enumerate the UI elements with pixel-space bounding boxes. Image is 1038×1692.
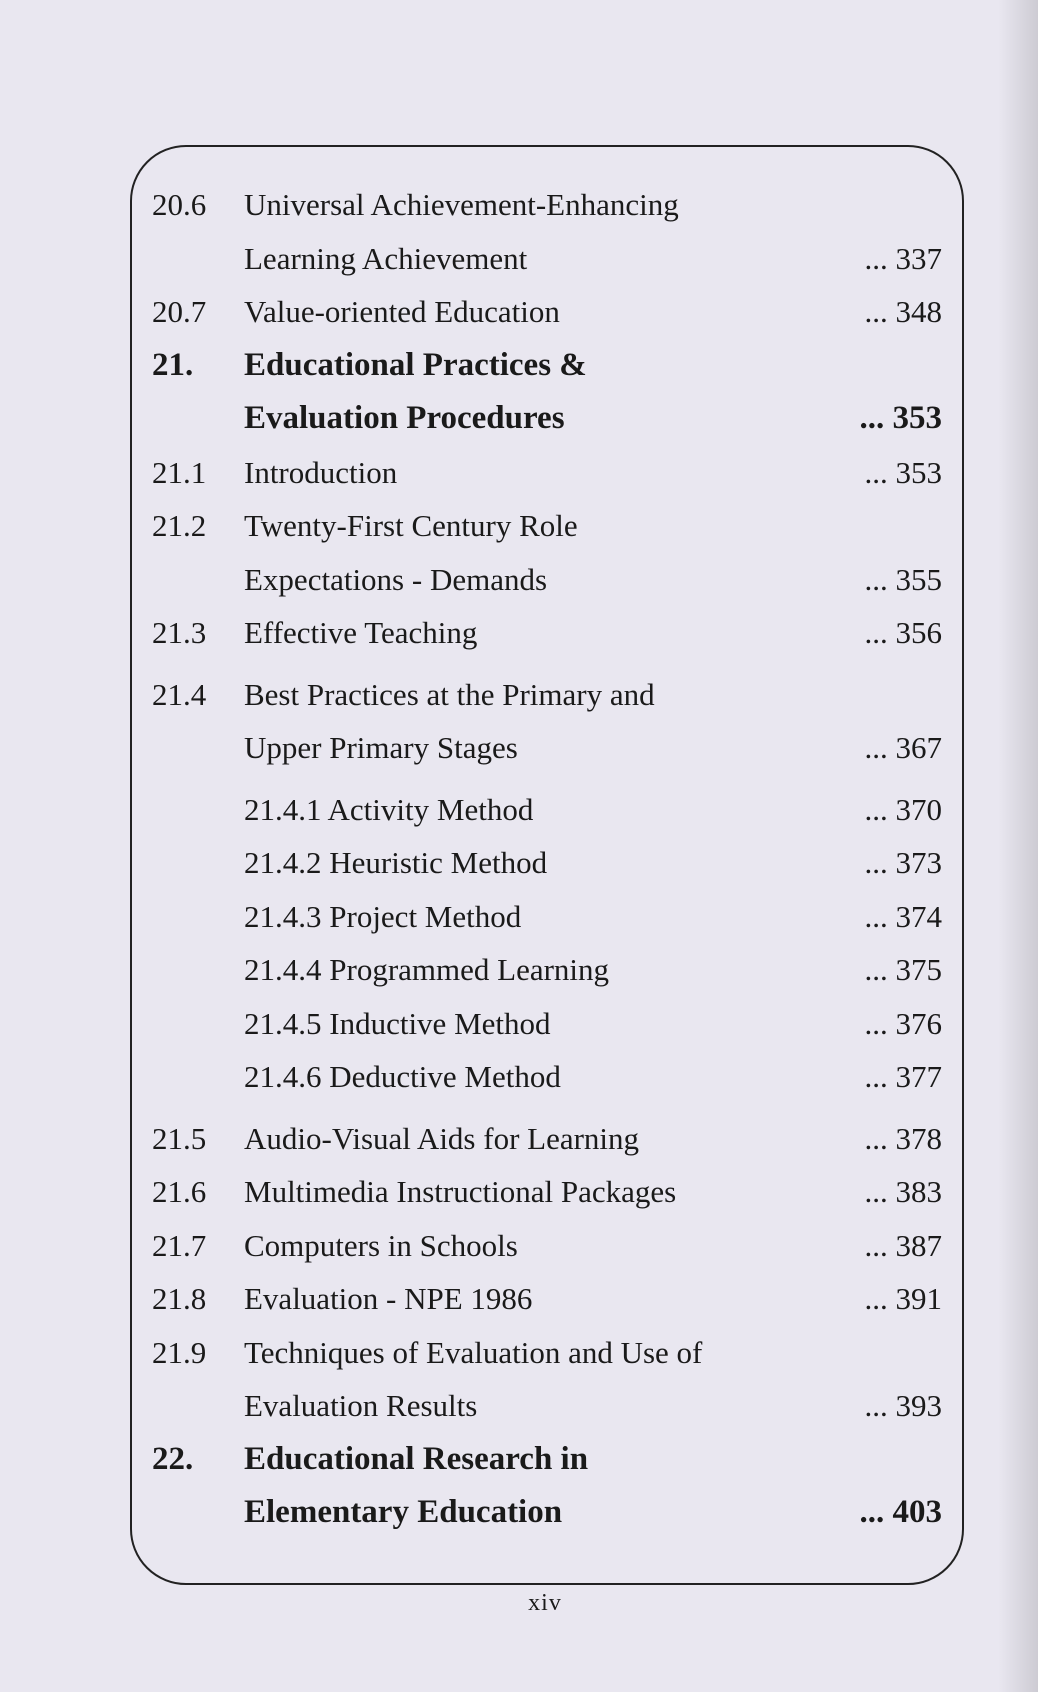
entry-page: ... 387 [864,1227,942,1263]
toc-entry-20-6 [152,178,942,232]
chapter-title: Evaluation Procedures [244,400,565,436]
entry-title: Expectations - Demands [244,561,548,597]
entry-page: ... 378 [864,1120,942,1156]
toc-entry-21-9-cont [152,1379,942,1433]
toc-entry-21-3 [152,606,942,660]
entry-title: Multimedia Instructional Packages [244,1174,677,1209]
toc-entry-21-4-3 [152,890,942,944]
entry-page: ... 383 [864,1174,942,1209]
entry-number: 21.1 [152,454,207,490]
entry-page: ... 367 [864,730,942,765]
entry-title: Evaluation Results [244,1388,478,1423]
toc-entry-21-9 [152,1326,942,1380]
toc-entry-21-4 [152,668,942,722]
entry-page: ... 370 [864,791,942,827]
toc-chapter-21 [152,339,942,393]
entry-title: 21.4.2 Heuristic Method [244,845,548,880]
entry-title: 21.4.4 Programmed Learning [244,952,610,987]
toc-entry-21-2 [152,499,942,553]
toc-entry-21-2-cont [152,553,942,607]
toc-entry-21-4-cont [152,721,942,775]
entry-title: Computers in Schools [244,1227,518,1263]
entry-number: 21.3 [152,615,207,650]
entry-title: Value-oriented Education [244,294,560,329]
entry-title: Twenty-First Century Role [244,508,578,543]
entry-page: ... 348 [864,294,942,329]
toc-chapter-22 [152,1433,942,1487]
entry-number: 21.5 [152,1120,207,1156]
entry-page: ... 391 [864,1281,942,1316]
entry-title: 21.4.6 Deductive Method [244,1059,561,1094]
chapter-title: Educational Research in [244,1440,589,1477]
toc-entry-21-4-4 [152,943,942,997]
toc-entry-21-4-5 [152,997,942,1051]
chapter-page: ... 353 [859,400,942,436]
toc-entry-21-6 [152,1165,942,1219]
entry-title: 21.4.1 Activity Method [244,791,534,827]
entry-page: ... 337 [864,240,942,276]
toc-entry-21-4-2 [152,836,942,890]
page-edge-shadow [998,0,1038,1692]
entry-number: 20.7 [152,294,207,329]
entry-title: Universal Achievement-Enhancing [244,187,679,222]
entry-number: 21.4 [152,676,207,712]
entry-title: Introduction [244,454,398,490]
chapter-title: Educational Practices & [244,346,587,383]
entry-title: 21.4.3 Project Method [244,898,522,934]
toc-chapter-22-cont [152,1486,942,1540]
toc-chapter-21-cont [152,392,942,446]
entry-title: 21.4.5 Inductive Method [244,1005,551,1041]
entry-page: ... 353 [864,454,942,490]
entry-number: 21.7 [152,1227,207,1263]
entry-title: Evaluation - NPE 1986 [244,1281,533,1316]
entry-number: 21.6 [152,1174,207,1209]
entry-page: ... 376 [864,1005,942,1041]
toc-entry-21-4-1 [152,783,942,837]
chapter-title: Elementary Education [244,1494,563,1530]
entry-page: ... 377 [864,1059,942,1094]
entry-title: Learning Achievement [244,240,528,276]
toc-entry-21-5 [152,1112,942,1166]
entry-number: 21.8 [152,1281,207,1316]
entry-page: ... 373 [864,845,942,880]
entry-number: 20.6 [152,187,207,222]
entry-title: Techniques of Evaluation and Use of [244,1334,703,1370]
entry-number: 21.9 [152,1334,207,1370]
table-of-contents [152,178,942,1540]
toc-entry-21-8 [152,1272,942,1326]
chapter-number: 22. [152,1440,194,1477]
chapter-page: ... 403 [859,1494,942,1530]
entry-title: Best Practices at the Primary and [244,676,655,712]
toc-entry-21-4-6 [152,1050,942,1104]
entry-page: ... 393 [864,1388,942,1423]
entry-title: Audio-Visual Aids for Learning [244,1120,640,1156]
entry-page: ... 356 [864,615,942,650]
entry-title: Effective Teaching [244,615,478,650]
chapter-number: 21. [152,346,194,383]
toc-entry-21-7 [152,1219,942,1273]
toc-entry-20-7 [152,285,942,339]
toc-entry-20-6-cont [152,232,942,286]
entry-page: ... 374 [864,898,942,934]
entry-page: ... 355 [864,561,942,597]
page-folio: xiv [528,1590,562,1616]
entry-page: ... 375 [864,952,942,987]
toc-entry-21-1 [152,446,942,500]
entry-title: Upper Primary Stages [244,730,518,765]
entry-number: 21.2 [152,508,207,543]
